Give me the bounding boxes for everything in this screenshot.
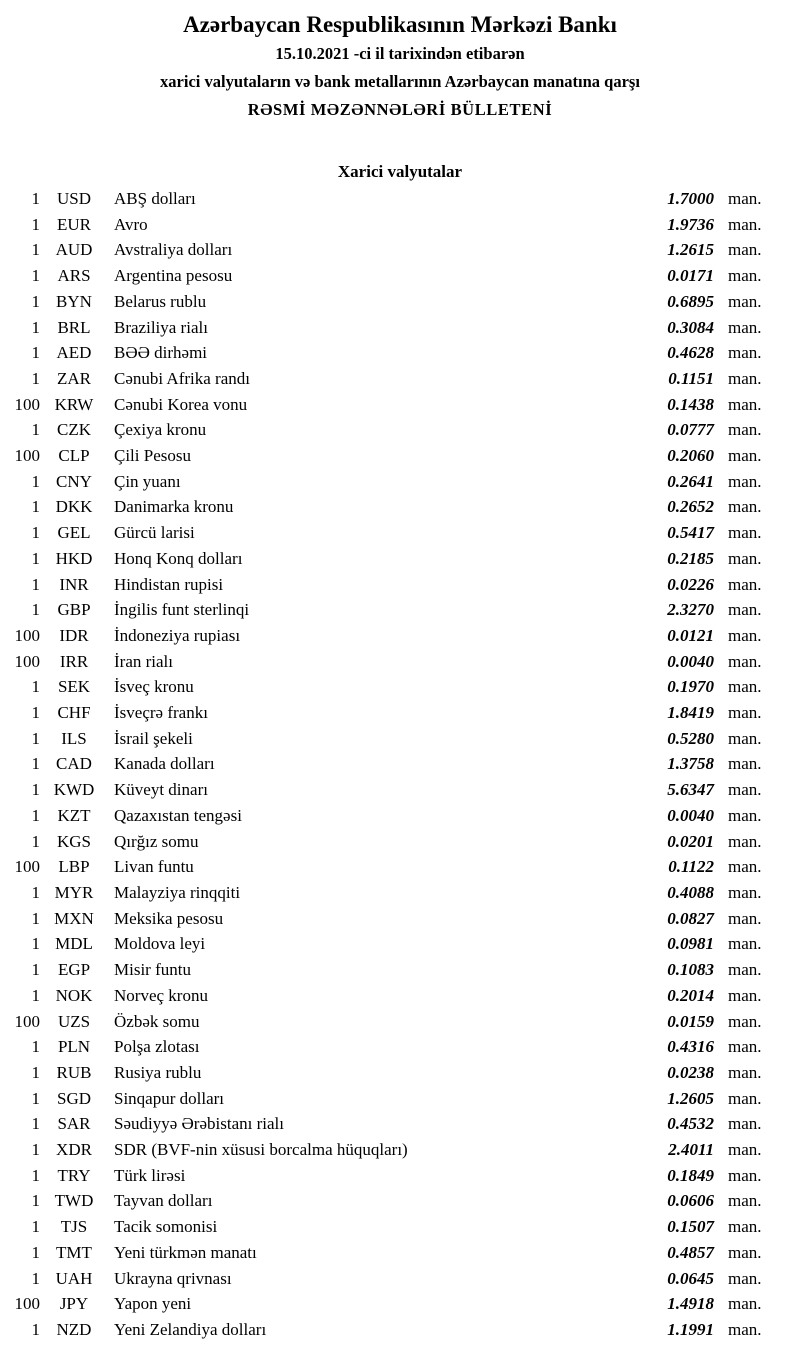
currency-name: Sinqapur dolları	[114, 1088, 225, 1108]
table-row	[0, 1163, 800, 1189]
currency-name: BƏƏ dirhəmi	[114, 343, 208, 363]
currency-name: Danimarka kronu	[114, 497, 234, 517]
currency-rate: 0.4088	[667, 882, 714, 902]
currency-code: KZT	[57, 805, 91, 825]
currency-unit: man.	[728, 548, 762, 568]
currency-quantity: 1	[31, 1165, 40, 1185]
currency-name: Cənubi Afrika randı	[114, 368, 250, 388]
currency-quantity: 1	[31, 1268, 40, 1288]
currency-name: Səudiyyə Ərəbistanı rialı	[114, 1114, 284, 1134]
currency-rate: 0.3084	[667, 317, 714, 337]
table-row	[0, 572, 800, 598]
table-row	[0, 854, 800, 880]
currency-quantity: 1	[31, 368, 40, 388]
currency-name: Türk lirəsi	[114, 1165, 186, 1185]
currency-code: IRR	[59, 651, 89, 671]
table-row	[0, 777, 800, 803]
currency-quantity: 1	[31, 1242, 40, 1262]
currency-quantity: 1	[31, 1114, 40, 1134]
currency-rate: 0.1970	[667, 677, 714, 697]
currency-code: AUD	[55, 240, 93, 260]
currency-unit: man.	[728, 420, 762, 440]
currency-quantity: 1	[31, 985, 40, 1005]
table-row	[0, 340, 800, 366]
currency-unit: man.	[728, 266, 762, 286]
currency-rate: 0.2641	[667, 471, 714, 491]
currency-rate: 0.0040	[667, 651, 714, 671]
currency-quantity: 1	[31, 317, 40, 337]
currency-name: Yeni türkmən manatı	[114, 1242, 257, 1262]
currency-rate: 0.0201	[667, 831, 714, 851]
table-row	[0, 957, 800, 983]
currency-name: Yeni Zelandiya dolları	[114, 1319, 267, 1339]
currency-unit: man.	[728, 780, 762, 800]
table-row	[0, 726, 800, 752]
table-row	[0, 803, 800, 829]
currency-name: Norveç kronu	[114, 985, 208, 1005]
currency-unit: man.	[728, 934, 762, 954]
currency-quantity: 1	[31, 420, 40, 440]
currency-name: Yapon yeni	[114, 1294, 192, 1314]
currency-rate: 1.3758	[667, 754, 714, 774]
currency-name: Tayvan dolları	[114, 1191, 213, 1211]
currency-quantity: 1	[31, 934, 40, 954]
table-row	[0, 597, 800, 623]
currency-quantity: 1	[31, 189, 40, 208]
bank-title: Azərbaycan Respublikasının Mərkəzi Bankı	[183, 12, 617, 37]
currency-name: Özbək somu	[114, 1011, 200, 1031]
currency-name: Hindistan rupisi	[114, 574, 224, 594]
currency-rate: 0.4628	[667, 343, 714, 363]
table-row	[0, 700, 800, 726]
currency-unit: man.	[728, 1088, 762, 1108]
effective-date-line: 15.10.2021 -ci il tarixindən etibarən	[275, 44, 525, 63]
currency-quantity: 100	[14, 1294, 40, 1314]
currency-code: KRW	[54, 394, 94, 414]
currency-name: Misir funtu	[114, 960, 191, 980]
currency-rate: 0.1849	[667, 1165, 714, 1185]
currency-unit: man.	[728, 1319, 762, 1339]
currency-name: Kanada dolları	[114, 754, 215, 774]
currency-rate: 1.7000	[667, 189, 714, 208]
currency-code: EGP	[57, 960, 91, 980]
currency-rate: 0.1438	[667, 394, 714, 414]
currency-rate: 0.0981	[667, 934, 714, 954]
currency-rate: 0.0040	[667, 805, 714, 825]
currency-code: INR	[59, 574, 89, 594]
currency-unit: man.	[728, 394, 762, 414]
currency-quantity: 1	[31, 574, 40, 594]
currency-code: NZD	[56, 1319, 92, 1339]
currency-code: BYN	[56, 291, 92, 311]
table-row	[0, 443, 800, 469]
currency-rate: 1.8419	[667, 703, 714, 723]
currency-code: KGS	[56, 831, 91, 851]
currency-quantity: 1	[31, 523, 40, 543]
table-row	[0, 1291, 800, 1317]
currency-quantity: 1	[31, 240, 40, 260]
currency-unit: man.	[728, 446, 762, 466]
table-row	[0, 1137, 800, 1163]
currency-unit: man.	[728, 368, 762, 388]
currency-code: TMT	[56, 1242, 92, 1262]
currency-unit: man.	[728, 1037, 762, 1057]
currency-name: Çin yuanı	[114, 471, 181, 491]
currency-code: GEL	[57, 523, 91, 543]
currency-unit: man.	[728, 1217, 762, 1237]
currency-name: Küveyt dinarı	[114, 780, 208, 800]
table-row	[0, 263, 800, 289]
currency-name: İngilis funt sterlinqi	[114, 600, 250, 620]
currency-name: Qırğız somu	[114, 831, 199, 851]
currency-rate: 0.1122	[668, 857, 714, 877]
currency-quantity: 1	[31, 908, 40, 928]
currency-unit: man.	[728, 600, 762, 620]
currency-name: Livan funtu	[114, 857, 194, 877]
table-row	[0, 880, 800, 906]
currency-quantity: 1	[31, 471, 40, 491]
table-row	[0, 649, 800, 675]
currency-unit: man.	[728, 805, 762, 825]
currency-code: SEK	[57, 677, 91, 697]
currency-unit: man.	[728, 1165, 762, 1185]
currency-rate: 0.1083	[667, 960, 714, 980]
currency-code: SAR	[57, 1114, 91, 1134]
currency-rate: 0.0606	[667, 1191, 714, 1211]
currency-rate: 5.6347	[667, 780, 714, 800]
table-row	[0, 366, 800, 392]
currency-rate: 0.4532	[667, 1114, 714, 1134]
currency-quantity: 1	[31, 960, 40, 980]
currency-code: CZK	[57, 420, 91, 440]
currency-rate: 0.0645	[667, 1268, 714, 1288]
currency-rate: 1.4918	[667, 1294, 714, 1314]
currency-rate: 1.9736	[667, 214, 714, 234]
currency-code: ILS	[61, 728, 87, 748]
currency-code: GBP	[57, 600, 91, 620]
currency-quantity: 1	[31, 780, 40, 800]
currency-code: BRL	[57, 317, 91, 337]
currency-name: İsveçrə frankı	[114, 703, 208, 723]
currency-unit: man.	[728, 831, 762, 851]
currency-name: Rusiya rublu	[114, 1062, 202, 1082]
table-row	[0, 417, 800, 443]
currency-name: Çexiya kronu	[114, 420, 207, 440]
currency-rate: 0.2014	[667, 985, 714, 1005]
currency-name: Malayziya rinqqiti	[114, 882, 241, 902]
section-title-foreign-currencies: Xarici valyutalar	[337, 162, 463, 181]
currency-unit: man.	[728, 343, 762, 363]
table-row	[0, 1188, 800, 1214]
table-row	[0, 983, 800, 1009]
currency-name: Avro	[114, 214, 148, 234]
currency-unit: man.	[728, 1242, 762, 1262]
currency-quantity: 100	[14, 651, 40, 671]
currency-quantity: 100	[14, 625, 40, 645]
currency-code: TJS	[60, 1217, 88, 1237]
currency-name: İran rialı	[114, 651, 173, 671]
currency-unit: man.	[728, 728, 762, 748]
currency-code: TRY	[57, 1165, 91, 1185]
table-row	[0, 1317, 800, 1343]
currency-code: CLP	[58, 446, 90, 466]
table-row	[0, 751, 800, 777]
table-row	[0, 1034, 800, 1060]
currency-name: Polşa zlotası	[114, 1037, 200, 1057]
currency-rate: 0.6895	[667, 291, 714, 311]
currency-unit: man.	[728, 523, 762, 543]
currency-name: Avstraliya dolları	[114, 240, 233, 260]
table-row	[0, 1009, 800, 1035]
currency-quantity: 1	[31, 882, 40, 902]
currency-code: MXN	[54, 908, 94, 928]
currency-code: UAH	[55, 1268, 93, 1288]
currency-name: SDR (BVF-nin xüsusi borcalma hüquqları)	[114, 1140, 408, 1160]
currency-unit: man.	[728, 1191, 762, 1211]
scope-line: xarici valyutaların və bank metallarının Azərbaycan manatına qarşı	[160, 72, 640, 91]
currency-code: HKD	[55, 548, 93, 568]
table-row	[0, 1060, 800, 1086]
currency-rate: 1.1991	[667, 1319, 714, 1339]
currency-rate: 0.4857	[667, 1242, 714, 1262]
currency-unit: man.	[728, 1268, 762, 1288]
table-row	[0, 1266, 800, 1292]
currency-quantity: 1	[31, 728, 40, 748]
currency-rate: 0.0159	[667, 1011, 714, 1031]
bulletin-title: RƏSMİ MƏZƏNNƏLƏRİ BÜLLETENİ	[247, 100, 553, 119]
currency-unit: man.	[728, 317, 762, 337]
document-header	[0, 10, 800, 124]
currency-code: USD	[56, 189, 91, 208]
table-row	[0, 315, 800, 341]
currency-quantity: 1	[31, 497, 40, 517]
currency-unit: man.	[728, 189, 762, 208]
currency-quantity: 1	[31, 1062, 40, 1082]
currency-unit: man.	[728, 497, 762, 517]
currency-name: Tacik somonisi	[114, 1217, 218, 1237]
currency-code: NOK	[55, 985, 93, 1005]
currency-rate: 2.4011	[668, 1140, 714, 1160]
currency-quantity: 100	[14, 1011, 40, 1031]
currency-quantity: 100	[14, 857, 40, 877]
currency-name: Braziliya rialı	[114, 317, 208, 337]
currency-quantity: 1	[31, 1140, 40, 1160]
currency-name: İsrail şekeli	[114, 728, 193, 748]
currency-name: Honq Konq dolları	[114, 548, 243, 568]
currency-unit: man.	[728, 651, 762, 671]
currency-code: MYR	[54, 882, 94, 902]
table-row	[0, 623, 800, 649]
currency-quantity: 1	[31, 548, 40, 568]
currency-name: Ukrayna qrivnası	[114, 1268, 232, 1288]
currency-quantity: 1	[31, 1319, 40, 1339]
currency-quantity: 1	[31, 291, 40, 311]
currency-quantity: 1	[31, 1088, 40, 1108]
currency-unit: man.	[728, 1062, 762, 1082]
currency-code: XDR	[56, 1140, 92, 1160]
currency-name: Çili Pesosu	[114, 446, 191, 466]
currency-quantity: 1	[31, 266, 40, 286]
table-row	[0, 546, 800, 572]
currency-code: KWD	[53, 780, 95, 800]
currency-rate: 0.0777	[667, 420, 714, 440]
table-row	[0, 1240, 800, 1266]
currency-unit: man.	[728, 214, 762, 234]
currency-unit: man.	[728, 857, 762, 877]
table-row	[0, 186, 800, 212]
currency-code: PLN	[57, 1037, 91, 1057]
currency-rate: 0.2060	[667, 446, 714, 466]
currency-unit: man.	[728, 703, 762, 723]
table-row	[0, 931, 800, 957]
table-row	[0, 212, 800, 238]
table-row	[0, 469, 800, 495]
currency-unit: man.	[728, 1114, 762, 1134]
currency-code: RUB	[56, 1062, 92, 1082]
currency-table	[0, 186, 800, 1343]
table-row	[0, 674, 800, 700]
table-row	[0, 237, 800, 263]
currency-code: SGD	[56, 1088, 91, 1108]
currency-rate: 0.1151	[668, 368, 714, 388]
currency-quantity: 1	[31, 1037, 40, 1057]
currency-name: İndoneziya rupiası	[114, 625, 241, 645]
currency-code: JPY	[59, 1294, 89, 1314]
currency-unit: man.	[728, 240, 762, 260]
currency-unit: man.	[728, 1140, 762, 1160]
currency-quantity: 100	[14, 446, 40, 466]
currency-name: Gürcü larisi	[114, 523, 195, 543]
currency-unit: man.	[728, 574, 762, 594]
currency-quantity: 100	[14, 394, 40, 414]
table-row	[0, 1214, 800, 1240]
currency-code: IDR	[59, 625, 89, 645]
currency-rate: 0.0238	[667, 1062, 714, 1082]
currency-quantity: 1	[31, 703, 40, 723]
currency-rate: 0.0827	[667, 908, 714, 928]
currency-code: CNY	[56, 471, 92, 491]
currency-rate: 0.2652	[667, 497, 714, 517]
currency-code: CHF	[57, 703, 91, 723]
currency-quantity: 1	[31, 754, 40, 774]
currency-rate: 0.5417	[667, 523, 714, 543]
currency-code: TWD	[54, 1191, 94, 1211]
table-row	[0, 494, 800, 520]
currency-name: ABŞ dolları	[114, 189, 196, 208]
currency-rate: 1.2615	[667, 240, 714, 260]
currency-unit: man.	[728, 625, 762, 645]
currency-code: ARS	[57, 266, 91, 286]
currency-quantity: 1	[31, 1217, 40, 1237]
currency-quantity: 1	[31, 831, 40, 851]
table-row	[0, 1111, 800, 1137]
currency-unit: man.	[728, 882, 762, 902]
currency-name: Meksika pesosu	[114, 908, 224, 928]
currency-name: Argentina pesosu	[114, 266, 233, 286]
table-row	[0, 289, 800, 315]
currency-rate: 2.3270	[667, 600, 714, 620]
currency-code: CAD	[56, 754, 92, 774]
currency-rate: 0.0171	[667, 266, 714, 286]
currency-quantity: 1	[31, 805, 40, 825]
currency-name: Moldova leyi	[114, 934, 206, 954]
currency-unit: man.	[728, 908, 762, 928]
currency-unit: man.	[728, 1011, 762, 1031]
currency-unit: man.	[728, 754, 762, 774]
currency-name: Cənubi Korea vonu	[114, 394, 248, 414]
currency-unit: man.	[728, 960, 762, 980]
currency-name: İsveç kronu	[114, 677, 194, 697]
currency-unit: man.	[728, 985, 762, 1005]
currency-quantity: 1	[31, 214, 40, 234]
table-row	[0, 392, 800, 418]
currency-unit: man.	[728, 677, 762, 697]
currency-quantity: 1	[31, 600, 40, 620]
currency-code: LBP	[58, 857, 90, 877]
table-row	[0, 906, 800, 932]
currency-rate: 0.5280	[667, 728, 714, 748]
table-row	[0, 829, 800, 855]
currency-quantity: 1	[31, 343, 40, 363]
table-row	[0, 520, 800, 546]
currency-unit: man.	[728, 471, 762, 491]
currency-code: MDL	[55, 934, 93, 954]
currency-code: ZAR	[57, 368, 91, 388]
currency-code: UZS	[57, 1011, 91, 1031]
currency-rate: 0.0121	[667, 625, 714, 645]
currency-rate: 0.4316	[667, 1037, 714, 1057]
currency-name: Belarus rublu	[114, 291, 207, 311]
currency-quantity: 1	[31, 1191, 40, 1211]
currency-rate: 1.2605	[667, 1088, 714, 1108]
currency-unit: man.	[728, 291, 762, 311]
currency-unit: man.	[728, 1294, 762, 1314]
currency-code: EUR	[57, 214, 91, 234]
currency-quantity: 1	[31, 677, 40, 697]
currency-rate: 0.0226	[667, 574, 714, 594]
currency-name: Qazaxıstan tengəsi	[114, 805, 242, 825]
currency-code: AED	[56, 343, 92, 363]
currency-rate: 0.1507	[667, 1217, 714, 1237]
currency-rate: 0.2185	[667, 548, 714, 568]
currency-code: DKK	[55, 497, 93, 517]
table-row	[0, 1086, 800, 1112]
